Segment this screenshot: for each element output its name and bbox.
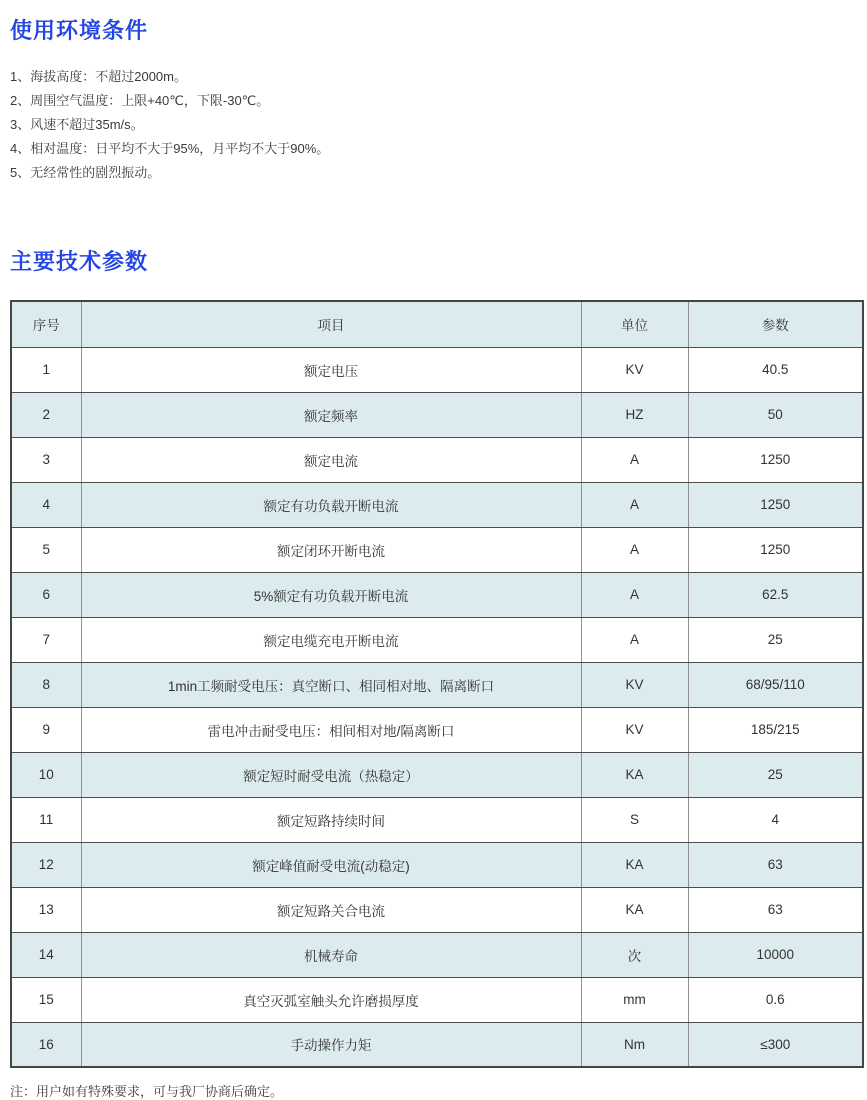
row-no-cell: 2 xyxy=(11,392,81,437)
row-unit-cell: A xyxy=(581,617,688,662)
parameters-table-body xyxy=(11,347,863,1067)
row-item-cell: 额定电压 xyxy=(81,347,581,392)
row-item-cell: 额定短路关合电流 xyxy=(81,887,581,932)
row-no-cell: 10 xyxy=(11,752,81,797)
row-value-cell: 185/215 xyxy=(688,707,863,752)
table-row xyxy=(11,1022,863,1067)
row-unit-cell: A xyxy=(581,527,688,572)
row-no-cell: 6 xyxy=(11,572,81,617)
table-row xyxy=(11,347,863,392)
header-no: 序号 xyxy=(11,301,81,347)
row-item-cell: 手动操作力矩 xyxy=(81,1022,581,1067)
row-no-cell: 13 xyxy=(11,887,81,932)
table-row xyxy=(11,437,863,482)
env-conditions-list xyxy=(10,65,862,185)
table-row xyxy=(11,887,863,932)
row-unit-cell: KV xyxy=(581,707,688,752)
env-condition-item: 5、无经常性的剧烈振动。 xyxy=(10,165,161,180)
table-row xyxy=(11,482,863,527)
table-row xyxy=(11,392,863,437)
row-no-cell: 5 xyxy=(11,527,81,572)
technical-parameters-title: 主要技术参数 xyxy=(10,249,149,274)
row-item-cell: 额定电流 xyxy=(81,437,581,482)
row-unit-cell: HZ xyxy=(581,392,688,437)
header-item: 项目 xyxy=(81,301,581,347)
row-no-cell: 1 xyxy=(11,347,81,392)
table-row xyxy=(11,707,863,752)
env-condition-item: 1、海拔高度：不超过2000m。 xyxy=(10,69,187,84)
row-value-cell: 25 xyxy=(688,617,863,662)
row-item-cell: 真空灭弧室触头允许磨损厚度 xyxy=(81,977,581,1022)
row-unit-cell: KA xyxy=(581,752,688,797)
row-value-cell: 40.5 xyxy=(688,347,863,392)
row-value-cell: 50 xyxy=(688,392,863,437)
row-item-cell: 额定峰值耐受电流(动稳定) xyxy=(81,842,581,887)
table-row xyxy=(11,662,863,707)
row-no-cell: 4 xyxy=(11,482,81,527)
row-value-cell: 1250 xyxy=(688,527,863,572)
table-row xyxy=(11,617,863,662)
row-item-cell: 5%额定有功负载开断电流 xyxy=(81,572,581,617)
row-value-cell: 62.5 xyxy=(688,572,863,617)
row-unit-cell: mm xyxy=(581,977,688,1022)
row-unit-cell: KV xyxy=(581,662,688,707)
row-unit-cell: S xyxy=(581,797,688,842)
table-row xyxy=(11,797,863,842)
header-row xyxy=(11,301,863,347)
table-row xyxy=(11,932,863,977)
row-item-cell: 额定闭环开断电流 xyxy=(81,527,581,572)
env-condition-item: 4、相对温度：日平均不大于95%，月平均不大于90%。 xyxy=(10,141,330,156)
row-value-cell: 10000 xyxy=(688,932,863,977)
row-value-cell: 1250 xyxy=(688,482,863,527)
table-row xyxy=(11,527,863,572)
parameters-table-header xyxy=(11,301,863,347)
row-no-cell: 14 xyxy=(11,932,81,977)
row-value-cell: 63 xyxy=(688,842,863,887)
row-unit-cell: A xyxy=(581,572,688,617)
env-condition-item: 2、周围空气温度：上限+40℃，下限-30℃。 xyxy=(10,93,270,108)
row-no-cell: 15 xyxy=(11,977,81,1022)
row-value-cell: 0.6 xyxy=(688,977,863,1022)
env-condition-item: 3、风速不超过35m/s。 xyxy=(10,117,144,132)
row-no-cell: 9 xyxy=(11,707,81,752)
row-value-cell: ≤300 xyxy=(760,1036,791,1052)
row-no-cell: 16 xyxy=(11,1022,81,1067)
row-no-cell: 7 xyxy=(11,617,81,662)
table-note: 注：用户如有特殊要求，可与我厂协商后确定。 xyxy=(10,1084,284,1099)
row-item-cell: 额定频率 xyxy=(81,392,581,437)
row-unit-cell: KV xyxy=(581,347,688,392)
row-value-cell: 1250 xyxy=(688,437,863,482)
row-unit-cell: KA xyxy=(581,887,688,932)
parameters-table xyxy=(10,300,864,1068)
row-value-cell: 63 xyxy=(688,887,863,932)
table-row xyxy=(11,977,863,1022)
row-no-cell: 11 xyxy=(11,797,81,842)
row-no-cell: 12 xyxy=(11,842,81,887)
row-item-cell: 额定短时耐受电流（热稳定） xyxy=(81,752,581,797)
row-no-cell: 8 xyxy=(11,662,81,707)
row-value-cell: 25 xyxy=(688,752,863,797)
row-value-cell: 4 xyxy=(688,797,863,842)
row-item-cell: 雷电冲击耐受电压：相间相对地/隔离断口 xyxy=(81,707,581,752)
row-item-cell: 额定短路持续时间 xyxy=(81,797,581,842)
row-value-cell: 68/95/110 xyxy=(688,662,863,707)
row-item-cell: 额定电缆充电开断电流 xyxy=(81,617,581,662)
row-item-cell: 额定有功负载开断电流 xyxy=(81,482,581,527)
row-unit-cell: A xyxy=(581,437,688,482)
row-unit-cell: A xyxy=(581,482,688,527)
row-item-cell: 1min工频耐受电压：真空断口、相同相对地、隔离断口 xyxy=(81,662,581,707)
table-row xyxy=(11,572,863,617)
row-unit-cell: Nm xyxy=(581,1022,688,1067)
table-row xyxy=(11,752,863,797)
table-row xyxy=(11,842,863,887)
row-item-cell: 机械寿命 xyxy=(81,932,581,977)
row-unit-cell: 次 xyxy=(581,932,688,977)
header-value: 参数 xyxy=(688,301,863,347)
header-unit: 单位 xyxy=(581,301,688,347)
row-unit-cell: KA xyxy=(581,842,688,887)
env-conditions-title: 使用环境条件 xyxy=(10,18,149,43)
row-no-cell: 3 xyxy=(11,437,81,482)
